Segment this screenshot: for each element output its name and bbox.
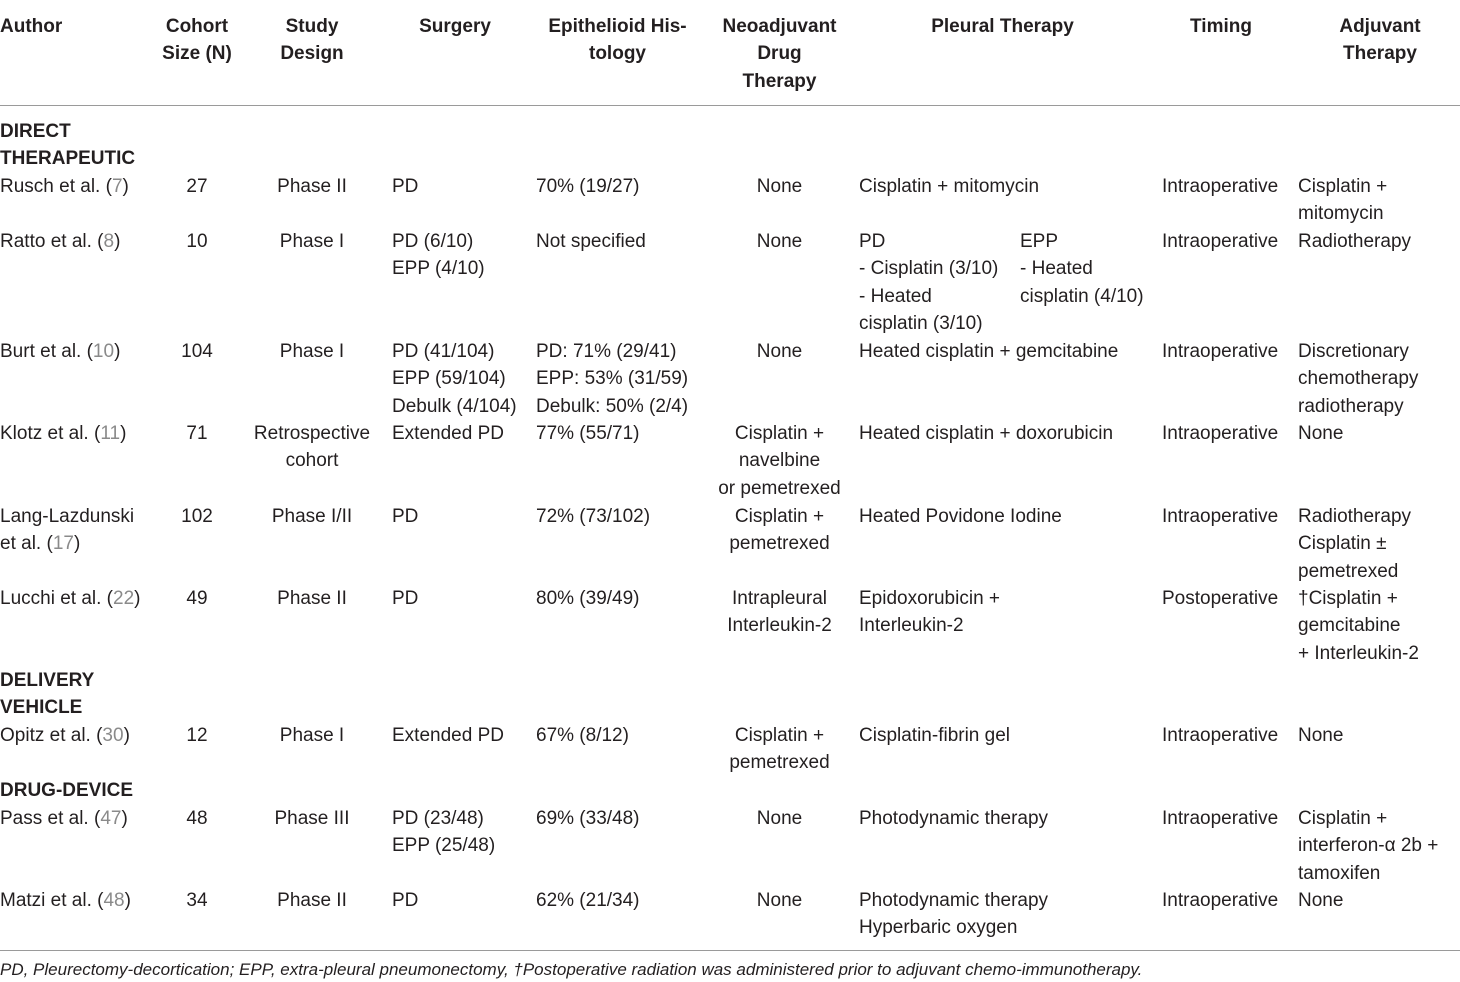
section-direct-therapeutic: DIRECT THERAPEUTIC [0, 121, 136, 170]
footer-divider [0, 950, 1460, 951]
section-delivery-vehicle: DELIVERY VEHICLE [0, 670, 95, 719]
cell-pleural: Heated Povidone Iodine [859, 506, 1062, 527]
cell-pleural: Photodynamic therapy Hyperbaric oxygen [859, 890, 1049, 939]
cell-timing: Intraoperative [1162, 423, 1279, 444]
cell-design: Phase I [279, 341, 345, 362]
cell-neoadjuvant: Cisplatin + navelbine or pemetrexed [718, 423, 841, 499]
cell-surgery: PD [392, 506, 419, 527]
cell-adjuvant: None [1298, 725, 1344, 746]
cell-cohort: 49 [186, 588, 208, 609]
cell-cohort: 71 [186, 423, 208, 444]
header-divider [0, 105, 1460, 106]
section-drug-device: DRUG-DEVICE [0, 780, 134, 801]
cell-histology: 80% (39/49) [536, 588, 640, 609]
cell-design: Phase I [279, 725, 345, 746]
reference-link[interactable]: 48 [103, 890, 125, 911]
cell-pleural: Heated cisplatin + doxorubicin [859, 423, 1114, 444]
cell-design: Phase II [277, 588, 347, 609]
cell-neoadjuvant: Intrapleural Interleukin-2 [727, 588, 832, 637]
cell-pleural: Heated cisplatin + gemcitabine [859, 341, 1119, 362]
cell-design: Phase I/II [271, 506, 353, 527]
cell-surgery: Extended PD [392, 423, 504, 444]
cell-design: Retrospective cohort [253, 423, 371, 472]
cell-histology: 69% (33/48) [536, 808, 640, 829]
cell-design: Phase I [279, 231, 345, 252]
cell-histology: Not specified [536, 231, 646, 252]
cell-cohort: 27 [186, 176, 208, 197]
cell-timing: Intraoperative [1162, 341, 1279, 362]
reference-link[interactable]: 7 [111, 176, 123, 197]
cell-cohort: 12 [186, 725, 208, 746]
header-epithelioid-histology: Epithelioid His- tology [548, 16, 687, 65]
cell-surgery: PD [392, 588, 419, 609]
cell-surgery: PD [392, 890, 419, 911]
table-row-author: Pass et al. (47) [0, 808, 128, 829]
table-row-author: Klotz et al. (11) [0, 423, 127, 444]
cell-timing: Intraoperative [1162, 506, 1279, 527]
header-pleural-therapy: Pleural Therapy [931, 16, 1074, 37]
cell-histology: 72% (73/102) [536, 506, 651, 527]
cell-pleural: Cisplatin + mitomycin [859, 176, 1040, 197]
reference-link[interactable]: 47 [100, 808, 122, 829]
table-row-author: Lucchi et al. (22) [0, 588, 141, 609]
cell-surgery: PD (6/10) EPP (4/10) [392, 231, 485, 280]
reference-link[interactable]: 11 [100, 423, 121, 444]
cell-neoadjuvant: None [756, 808, 803, 829]
table-footnote: PD, Pleurectomy-decortication; EPP, extra-pleural pneumonectomy, †Postoperative radiation was administered prior to adjuvant chemo-immunotherapy. [0, 960, 1143, 979]
table-row-author: Burt et al. (10) [0, 341, 121, 362]
table-row-author: Ratto et al. (8) [0, 231, 121, 252]
header-author: Author [0, 16, 63, 37]
cell-cohort: 34 [186, 890, 208, 911]
cell-design: Phase II [277, 176, 347, 197]
cell-timing: Postoperative [1162, 588, 1279, 609]
cell-surgery: PD [392, 176, 419, 197]
cell-histology: 77% (55/71) [536, 423, 640, 444]
cell-histology: 62% (21/34) [536, 890, 640, 911]
cell-adjuvant: None [1298, 423, 1344, 444]
cell-neoadjuvant: None [756, 890, 803, 911]
cell-adjuvant: †Cisplatin + gemcitabine + Interleukin-2 [1298, 588, 1419, 664]
cell-histology: 70% (19/27) [536, 176, 640, 197]
header-study-design: Study Design [280, 16, 344, 65]
cell-cohort: 104 [181, 341, 213, 362]
cell-design: Phase III [274, 808, 350, 829]
cell-adjuvant: Cisplatin + interferon-α 2b + tamoxifen [1298, 808, 1439, 884]
table-row-author: Rusch et al. (7) [0, 176, 129, 197]
cell-pleural: PD - Cisplatin (3/10) - Heated cisplatin (3/10) [859, 231, 999, 335]
cell-adjuvant: None [1298, 890, 1344, 911]
cell-timing: Intraoperative [1162, 176, 1279, 197]
header-adjuvant-therapy: Adjuvant Therapy [1339, 16, 1421, 65]
cell-adjuvant: Radiotherapy [1298, 231, 1412, 252]
cell-pleural: Cisplatin-fibrin gel [859, 725, 1011, 746]
cell-pleural: Photodynamic therapy [859, 808, 1049, 829]
cell-neoadjuvant: None [756, 341, 803, 362]
cell-neoadjuvant: Cisplatin + pemetrexed [729, 725, 830, 774]
cell-neoadjuvant: None [756, 176, 803, 197]
cell-cohort: 48 [186, 808, 208, 829]
cell-design: Phase II [277, 890, 347, 911]
table-row-author: Opitz et al. (30) [0, 725, 130, 746]
header-timing: Timing [1190, 16, 1252, 37]
cell-pleural-epp: EPP - Heated cisplatin (4/10) [1020, 231, 1144, 307]
cell-timing: Intraoperative [1162, 890, 1279, 911]
header-neoadjuvant: Neoadjuvant Drug Therapy [722, 16, 837, 92]
cell-adjuvant: Cisplatin + mitomycin [1298, 176, 1388, 225]
cell-neoadjuvant: Cisplatin + pemetrexed [729, 506, 830, 555]
cell-surgery: PD (23/48) EPP (25/48) [392, 808, 496, 857]
cell-timing: Intraoperative [1162, 808, 1279, 829]
header-cohort-size: Cohort Size (N) [162, 16, 232, 65]
reference-link[interactable]: 22 [113, 588, 135, 609]
cell-surgery: PD (41/104) EPP (59/104) Debulk (4/104) [392, 341, 517, 417]
cell-histology: PD: 71% (29/41) EPP: 53% (31/59) Debulk: 50% (2/4) [536, 341, 689, 417]
table-row-author: Lang-Lazdunski et al. (17) [0, 506, 135, 555]
reference-link[interactable]: 17 [52, 533, 74, 555]
cell-histology: 67% (8/12) [536, 725, 629, 746]
cell-timing: Intraoperative [1162, 231, 1279, 252]
table-row-author: Matzi et al. (48) [0, 890, 131, 911]
cell-pleural: Epidoxorubicin + Interleukin-2 [859, 588, 1001, 637]
cell-cohort: 10 [186, 231, 208, 252]
reference-link[interactable]: 8 [103, 231, 115, 252]
cell-cohort: 102 [181, 506, 213, 527]
cell-timing: Intraoperative [1162, 725, 1279, 746]
cell-neoadjuvant: None [756, 231, 803, 252]
cell-surgery: Extended PD [392, 725, 504, 746]
cell-adjuvant: Radiotherapy Cisplatin ± pemetrexed [1298, 506, 1412, 582]
reference-link[interactable]: 10 [92, 341, 115, 362]
cell-adjuvant: Discretionary chemotherapy radiotherapy [1298, 341, 1419, 417]
reference-link[interactable]: 30 [102, 725, 124, 746]
header-surgery: Surgery [419, 16, 491, 37]
